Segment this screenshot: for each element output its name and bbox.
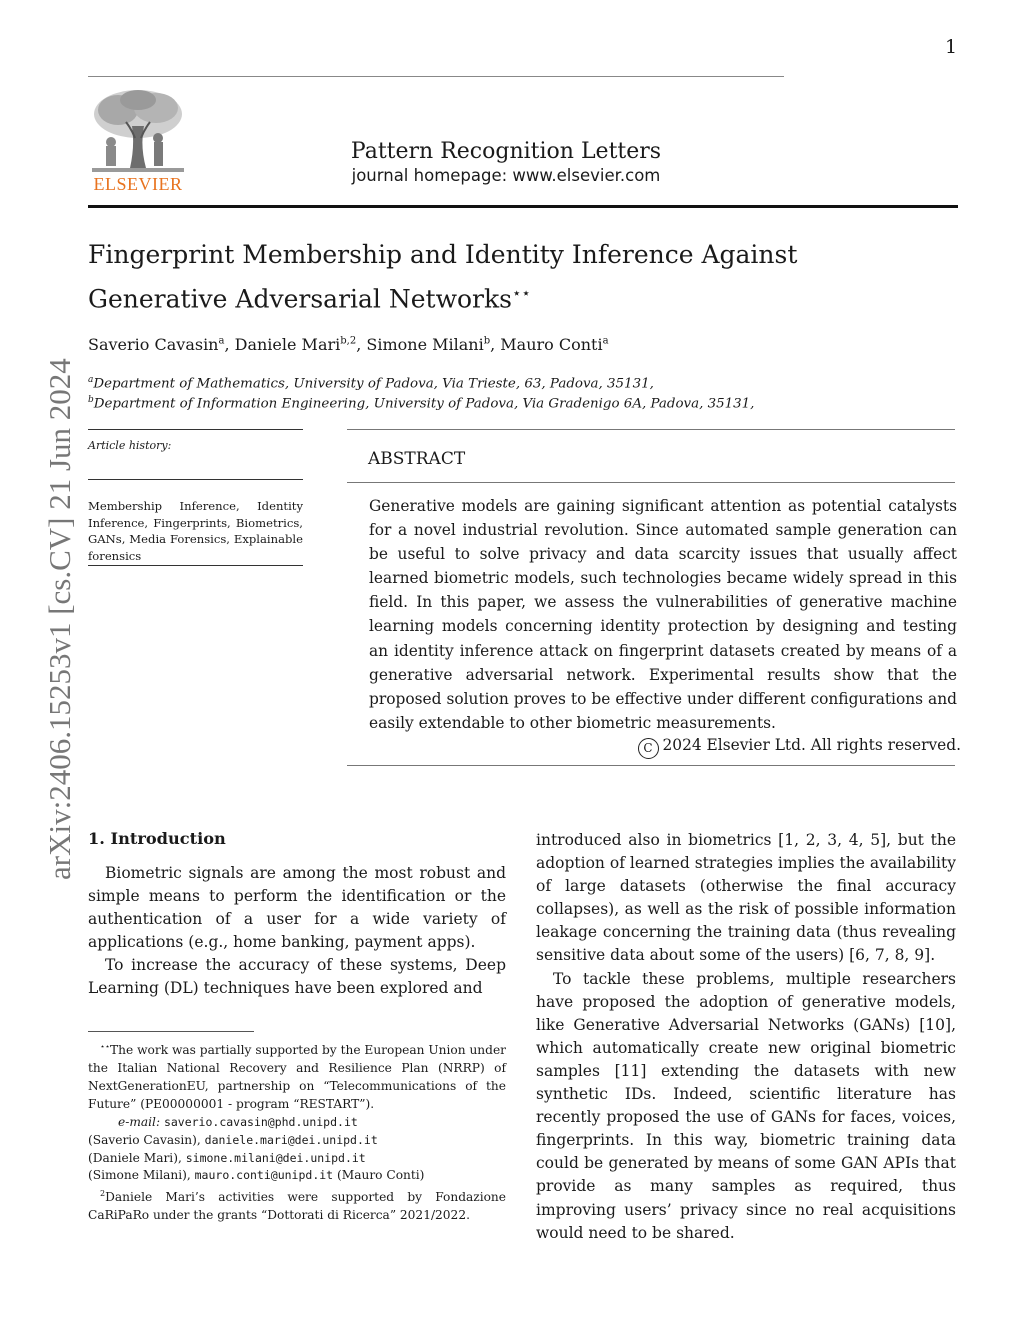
author-name: Simone Milani xyxy=(366,335,484,354)
paper-title xyxy=(88,236,808,318)
affiliation-a xyxy=(88,375,654,391)
author-name: Saverio Cavasin xyxy=(88,335,219,354)
abstract-divider-bottom xyxy=(347,765,955,766)
author-affiliation-mark: b,2 xyxy=(340,335,357,347)
email-footnote: e-mail: saverio.cavasin@phd.unipd.it (Saverio Cavasin), daniele.mari@dei.unipd.it (Daniele Mari), simone.milani@dei.unipd.it (Simone Milani), mauro.conti@unipd.it (Mauro Conti) xyxy=(88,1114,425,1183)
email-owner: (Simone Milani) xyxy=(88,1168,187,1183)
email-link[interactable]: saverio.cavasin@phd.unipd.it xyxy=(163,1114,358,1129)
email-link[interactable]: simone.milani@dei.unipd.it xyxy=(185,1150,366,1165)
affiliation-mark: b xyxy=(88,395,94,405)
header-divider xyxy=(88,205,958,208)
email-label: e-mail: xyxy=(118,1114,161,1129)
author-affiliation-mark: a xyxy=(218,335,225,347)
section-heading: 1. Introduction xyxy=(88,829,226,848)
author-separator: , xyxy=(356,335,367,354)
footnote-mark: ⋆⋆ xyxy=(100,1042,111,1051)
author-list xyxy=(88,335,609,354)
footnote-divider xyxy=(88,1031,254,1032)
paragraph: To increase the accuracy of these systems, Deep Learning (DL) techniques have been explored and xyxy=(88,956,506,998)
email-owner: (Daniele Mari) xyxy=(88,1150,178,1165)
title-line-2-text: Generative Adversarial Networks xyxy=(88,284,512,314)
author-affiliation-mark: a xyxy=(602,335,609,347)
sidebar-divider xyxy=(88,429,303,430)
footnote-text: Daniele Mari’s activities were supported by Fondazione CaRiPaRo under the grants “Dottorati di Ricerca” 2021/2022. xyxy=(88,1190,506,1223)
title-line-1: Fingerprint Membership and Identity Inference Against xyxy=(88,240,798,269)
affiliation-b xyxy=(88,395,754,411)
paragraph: Biometric signals are among the most robust and simple means to perform the identification or the authentication of a user for a wide variety of applications (e.g., home banking, payment apps). xyxy=(88,864,506,952)
arxiv-stamp: arXiv:2406.15253v1 [cs.CV] 21 Jun 2024 xyxy=(42,358,77,880)
sidebar-divider xyxy=(88,479,303,480)
email-link[interactable]: daniele.mari@dei.unipd.it xyxy=(204,1132,378,1147)
page-number: 1 xyxy=(945,36,958,58)
funding-footnote xyxy=(88,1038,506,1114)
email-owner: (Mauro Conti) xyxy=(336,1168,425,1183)
right-column xyxy=(536,829,956,1245)
footnotes xyxy=(88,1038,506,1225)
copyright-text: 2024 Elsevier Ltd. All rights reserved. xyxy=(662,736,961,754)
author-affiliation-mark: b xyxy=(483,335,491,347)
author-name: Daniele Mari xyxy=(234,335,341,354)
affiliation-mark: a xyxy=(88,375,94,385)
title-footnote-mark: ⋆⋆ xyxy=(511,284,531,302)
abstract-divider-top xyxy=(347,429,955,430)
abstract-divider-mid xyxy=(347,482,955,483)
author-name: Mauro Conti xyxy=(500,335,603,354)
copyright-icon: C xyxy=(638,738,659,759)
title-line-2 xyxy=(88,274,808,318)
footnote-text: The work was partially supported by the European Union under the Italian National Recovery and Resilience Plan (NRRP) of NextGenerationEU, partnership on “Telecommunications of the Future” (PE00000001 - program “RESTART”). xyxy=(88,1043,506,1111)
affiliation-text: Department of Mathematics, University of Padova, Via Trieste, 63, Padova, 35131, xyxy=(93,376,654,392)
left-column xyxy=(88,862,506,1001)
email-owner: (Saverio Cavasin) xyxy=(88,1132,197,1147)
footnote-mark: 2 xyxy=(100,1189,106,1199)
affiliation-text: Department of Information Engineering, University of Padova, Via Gradenigo 6A, Padova, 35131, xyxy=(93,396,755,412)
elsevier-wordmark: ELSEVIER xyxy=(93,174,183,194)
grant-footnote xyxy=(88,1185,506,1225)
paragraph: introduced also in biometrics [1, 2, 3, 4, 5], but the adoption of learned strategies implies the availability of large datasets (otherwise the final accuracy collapses), as well as the risk of possible information leakage concerning the training data (thus revealing sensitive data about some of the users) [6, 7, 8, 9]. xyxy=(536,831,956,965)
journal-name: Pattern Recognition Letters xyxy=(350,139,662,164)
keywords: Membership Inference, Identity Inference, Fingerprints, Biometrics, GANs, Media Forensics, Explainable forensics xyxy=(88,499,303,563)
journal-homepage: journal homepage: www.elsevier.com xyxy=(351,166,661,185)
author-separator: , xyxy=(490,335,501,354)
sidebar-divider xyxy=(88,565,303,566)
email-link[interactable]: mauro.conti@unipd.it xyxy=(194,1168,334,1183)
top-divider xyxy=(88,76,784,77)
copyright-line xyxy=(369,736,961,759)
abstract-text: Generative models are gaining significant attention as potential catalysts for a novel industrial revolution. Since automated sample generation can be useful to solve privacy and data scarcity issues that usually affect learned biometric models, such technologies became widely spread in this field. In this paper, we assess the vulnerabilities of generative machine learning models concerning identity protection by designing and testing an identity inference attack on fingerprint datasets created by means of a generative adversarial network. Experimental results show that the proposed solution proves to be effective under different configurations and easily extendable to other biometric measurements. xyxy=(369,497,957,732)
article-history-label: Article history: xyxy=(88,439,172,452)
paragraph: To tackle these problems, multiple researchers have proposed the adoption of generative models, like Generative Adversarial Networks (GANs) [10], which automatically create new original biometric samples [11] extending the datasets with new synthetic IDs. Indeed, scientific literature has recently proposed the use of GANs for faces, voices, fingerprints. In this way, biometric training data could be generated by means of some GAN APIs that provide as many samples as required, thus improving users’ privacy since no real acquisitions would need to be shared. xyxy=(536,969,956,1242)
abstract-heading: ABSTRACT xyxy=(368,449,466,469)
author-separator: , xyxy=(224,335,235,354)
